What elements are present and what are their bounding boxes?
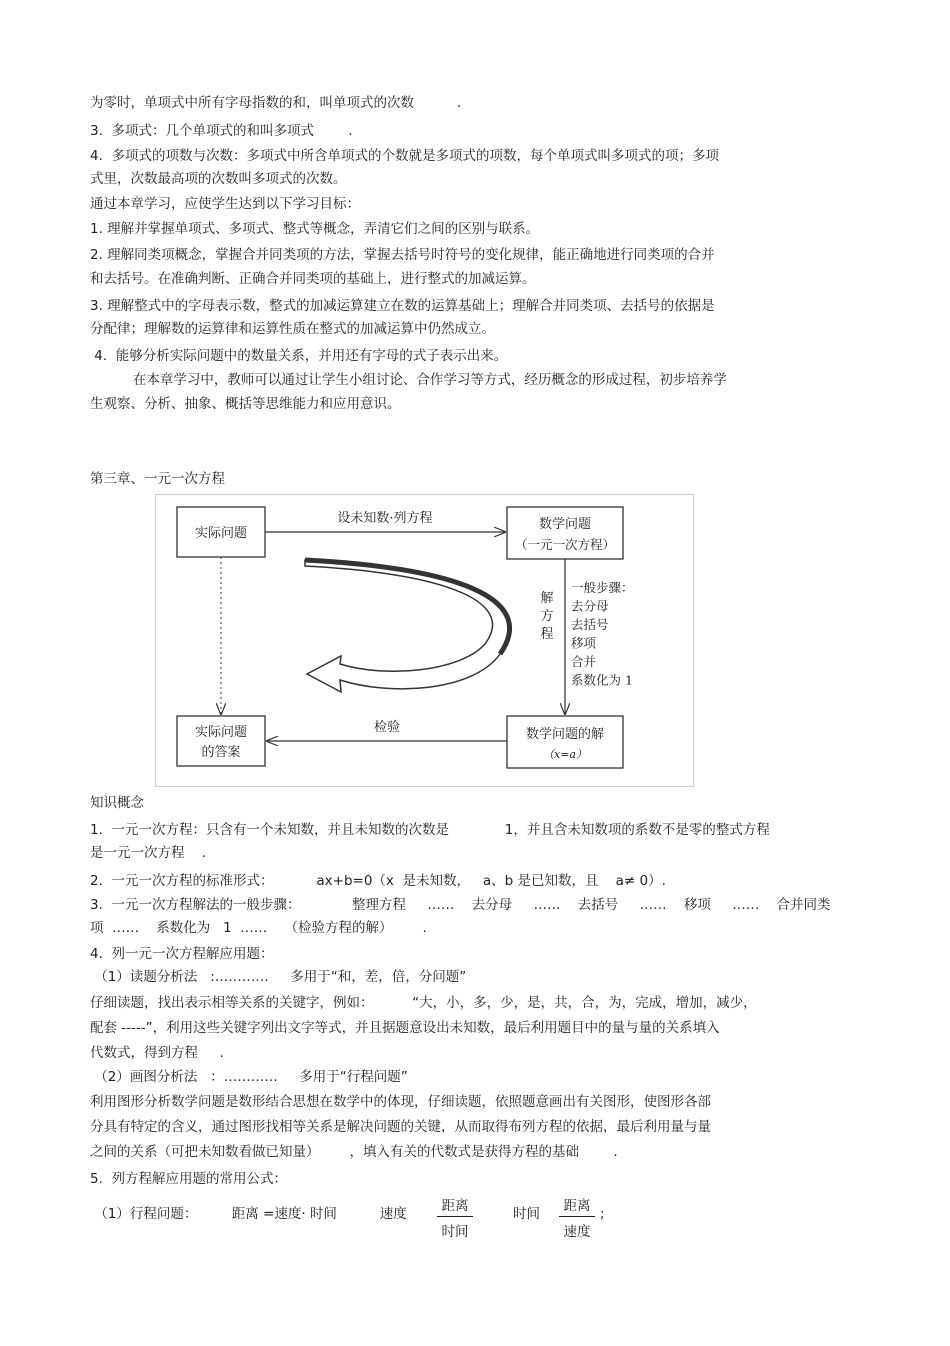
text-line: 为零时，单项式中所有字母指数的和，叫单项式的次数 . xyxy=(90,95,462,111)
text-line: 3. 理解整式中的字母表示数，整式的加减运算建立在数的运算基础上；理解合并同类项、去括号的依据是 xyxy=(90,298,715,314)
text-line: 5. 列方程解应用题的常用公式： xyxy=(90,1171,287,1187)
step-item: 去括号 xyxy=(571,617,609,632)
text-line: 通过本章学习，应使学生达到以下学习目标： xyxy=(90,196,360,212)
text-line: （1）读题分析法 :………… 多用于“和，差，倍，分问题” xyxy=(90,969,467,985)
text-line: 式里，次数最高项的次数叫多项式的次数。 xyxy=(90,171,347,187)
svg-text:方: 方 xyxy=(540,609,554,624)
svg-text:实际问题: 实际问题 xyxy=(194,725,248,740)
fraction-speed: 距离 时间 xyxy=(437,1194,473,1240)
text-line: 项 …… 系数化为 1 …… （检验方程的解） . xyxy=(90,920,427,936)
text-line: 4. 列一元一次方程解应用题： xyxy=(90,946,274,962)
text-line: （2）画图分析法 ：………… 多用于“行程问题” xyxy=(90,1069,408,1085)
formula-line: （1）行程问题： 距离 =速度· 时间 速度 xyxy=(90,1206,407,1222)
text-line: 配套 -----”，利用这些关键字列出文字等式，并且据题意设出未知数，最后利用题目中的量与量的关系填入 xyxy=(90,1020,720,1036)
text-line: 仔细读题，找出表示相等关系的关键字，例如： “大，小，多，少，是，共，合，为，完成，增加，减少， xyxy=(90,995,757,1011)
formula-label: 时间 xyxy=(513,1206,540,1222)
text-line: 1. 一元一次方程：只含有一个未知数，并且未知数的次数是 1，并且含未知数项的系数不是零的整式方程 xyxy=(90,822,770,838)
svg-text:（一元一次方程）: （一元一次方程） xyxy=(514,537,616,552)
text-line: 1. 理解并掌握单项式、多项式、整式等概念，弄清它们之间的区别与联系。 xyxy=(90,221,540,237)
step-item: 移项 xyxy=(571,635,597,651)
svg-text:数学问题: 数学问题 xyxy=(538,517,592,532)
equation-flow-diagram xyxy=(155,494,695,788)
svg-text:（x=a）: （x=a） xyxy=(543,748,587,761)
step-item: 合并 xyxy=(571,654,597,669)
text-line: 3. 一元一次方程解法的一般步骤： 整理方程 …… 去分母 …… 去括号 …… 移项 …… 合并同类 xyxy=(90,897,831,913)
text-line: 代数式，得到方程 . xyxy=(90,1045,224,1061)
text-line: 分具有特定的含义，通过图形找相等关系是解决问题的关键，从而取得布列方程的依据，最后利用量与量 xyxy=(90,1119,711,1135)
text-line: 知识概念 xyxy=(90,795,144,811)
svg-text:程: 程 xyxy=(540,627,554,642)
text-line: 利用图形分析数学问题是数形结合思想在数学中的体现，仔细读题，依照题意画出有关图形，使图形各部 xyxy=(90,1094,711,1110)
step-item: 系数化为 1 xyxy=(571,672,633,688)
svg-text:的答案: 的答案 xyxy=(201,745,241,760)
text-line: 在本章学习中，教师可以通过让学生小组讨论、合作学习等方式，经历概念的形成过程，初步培养学 xyxy=(90,372,727,388)
fraction-time: 距离 速度 xyxy=(559,1194,595,1240)
step-item: 一般步骤： xyxy=(571,580,634,595)
text-line: 3. 多项式：几个单项式的和叫多项式 . xyxy=(90,123,353,139)
box-real-problem-label: 实际问题 xyxy=(194,526,248,541)
text-line: 2. 一元一次方程的标准形式： ax+b=0（x 是未知数， a、b 是已知数，且 a≠ 0）. xyxy=(90,873,666,889)
text-line: 4. 多项式的项数与次数：多项式中所含单项式的个数就是多项式的项数，每个单项式叫多项式的项；多项 xyxy=(90,148,719,164)
chapter-title: 第三章、一元一次方程 xyxy=(90,471,225,487)
text-line: 和去括号。在准确判断、正确合并同类项的基础上，进行整式的加减运算。 xyxy=(90,271,536,287)
svg-text:数学问题的解: 数学问题的解 xyxy=(525,727,605,742)
text-line: 2. 理解同类项概念，掌握合并同类项的方法，掌握去括号时符号的变化规律，能正确地进行同类项的合并 xyxy=(90,247,715,263)
text-line: 是一元一次方程 . xyxy=(90,845,206,861)
formula-semicolon: ; xyxy=(600,1206,605,1222)
svg-text:解: 解 xyxy=(540,591,554,606)
text-line: 生观察、分析、抽象、概括等思维能力和应用意识。 xyxy=(90,396,401,412)
svg-text:设未知数·列方程: 设未知数·列方程 xyxy=(337,511,433,526)
text-line: 分配律；理解数的运算律和运算性质在整式的加减运算中仍然成立。 xyxy=(90,321,495,337)
svg-text:检验: 检验 xyxy=(373,720,401,735)
text-line: 4. 能够分析实际问题中的数量关系，并用还有字母的式子表示出来。 xyxy=(90,348,508,364)
text-line: 之间的关系（可把未知数看做已知量） ，填入有关的代数式是获得方程的基础 . xyxy=(90,1144,618,1160)
step-item: 去分母 xyxy=(571,598,609,614)
